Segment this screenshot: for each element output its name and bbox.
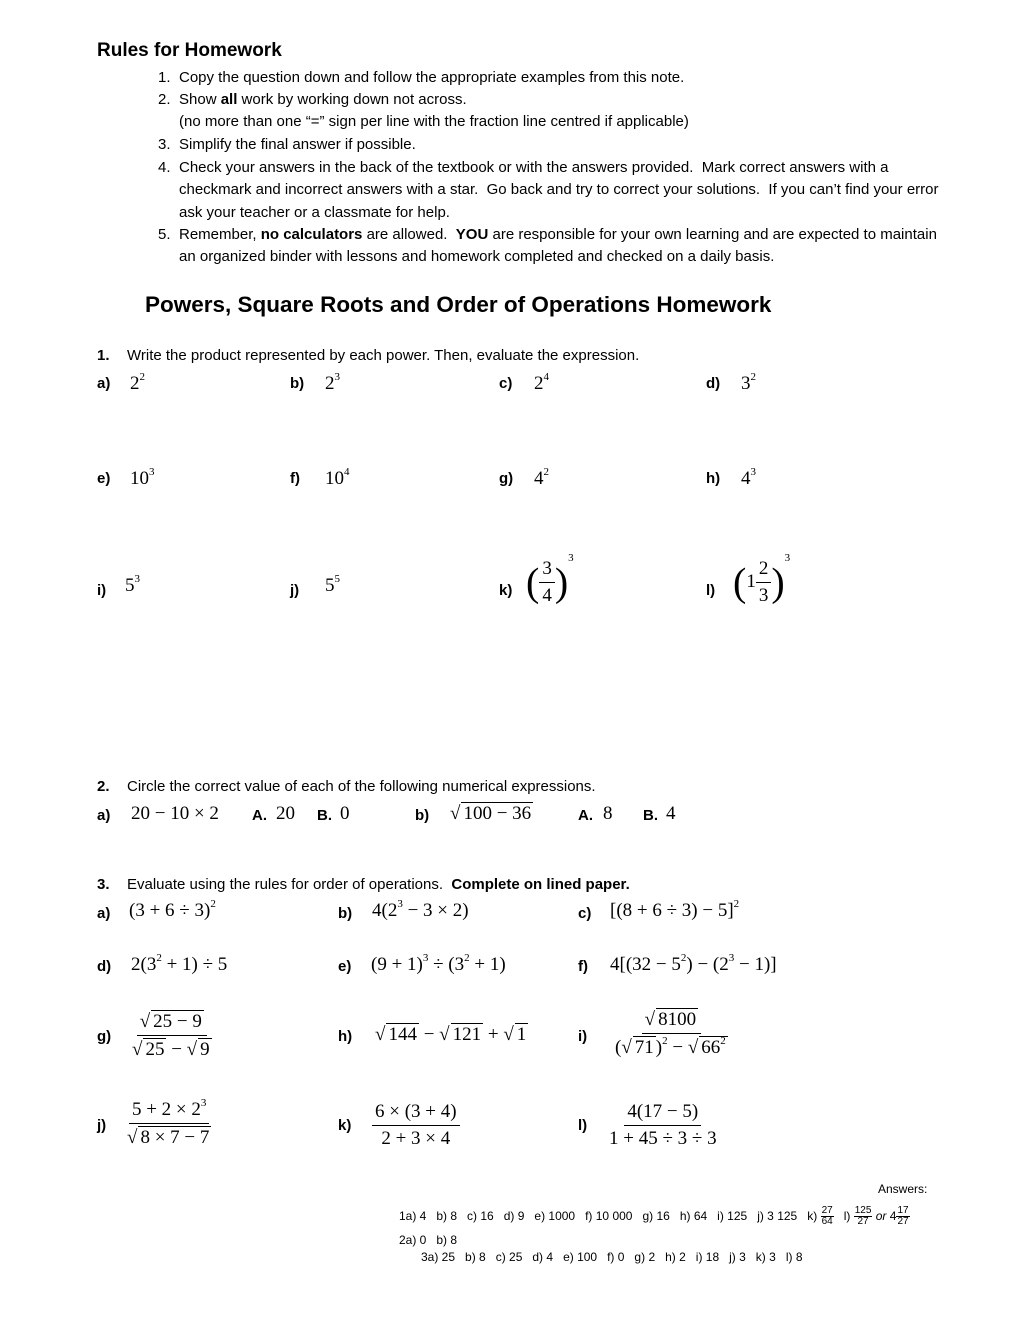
- q1-item-expression: $3^2$: [741, 371, 756, 394]
- q3e-label: e): [338, 958, 352, 975]
- q1-item-expression: $2^4$: [534, 371, 549, 394]
- rule-item: [158, 134, 948, 156]
- q2a-label: a): [97, 807, 111, 824]
- rule-item: [158, 67, 948, 89]
- q3f-expression: $4[(32 - 5^2) - (2^3 - 1)]$: [610, 952, 777, 975]
- q3i-label: i): [578, 1028, 588, 1045]
- rule-number: 5.: [158, 226, 171, 243]
- q1-item-expression: $2^2$: [130, 371, 145, 394]
- answers-line-1: 1a) 4 b) 8 c) 16 d) 9 e) 1000 f) 10 000 g) 16 h) 64 i) 125 j) 3 125 k) 27 64 l) 125 27 or 4 17 27: [399, 1204, 909, 1227]
- rule-item: [158, 157, 948, 224]
- q3l-label: l): [578, 1117, 588, 1134]
- q1-item-label: a): [97, 375, 111, 392]
- rule-text: Copy the question down and follow the appropriate examples from this note.: [179, 69, 685, 86]
- q2a-option-a-value[interactable]: 20: [276, 803, 295, 824]
- q1-item-expression: $10^4$: [325, 466, 350, 489]
- q3f-label: f): [578, 958, 588, 975]
- q1-item-label: b): [290, 375, 305, 392]
- q3-instructions: Evaluate using the rules for order of operations. Complete on lined paper.: [127, 876, 630, 893]
- q1-item-label: e): [97, 470, 111, 487]
- q2a-expression: 20 − 10 × 2: [131, 803, 219, 824]
- rule-item: [158, 89, 948, 134]
- q1-item-expression: $4^2$: [534, 466, 549, 489]
- answers-line-2: 2a) 0 b) 8: [399, 1233, 458, 1247]
- q1-item-label: j): [290, 582, 300, 599]
- q2b-expression: √ 100 − 36: [450, 803, 532, 824]
- q2a-option-b-value[interactable]: 0: [340, 803, 350, 824]
- q1-instructions: Write the product represented by each power. Then, evaluate the expression.: [127, 347, 640, 364]
- q2b-option-a-value[interactable]: 8: [603, 803, 613, 824]
- q3k-label: k): [338, 1117, 352, 1134]
- q1-item-expression: $5^5$: [325, 573, 340, 596]
- q3l-expression: $\frac{4(17 - 5)}{1 + 45 \div 3 \div 3}$: [609, 1101, 717, 1149]
- q1-item-label: k): [499, 582, 513, 599]
- answers-title: Answers:: [878, 1182, 928, 1196]
- q3a-label: a): [97, 905, 111, 922]
- rule-number: 3.: [158, 136, 171, 153]
- q1-item-label: g): [499, 470, 514, 487]
- rule-text: Check your answers in the back of the textbook or with the answers provided. Mark correct answers with a checkmark and incorrect answers with a star. Go back and try to correct your solutions. If you can’t find your error ask your teacher or a classmate for help.: [179, 159, 939, 221]
- q3b-label: b): [338, 905, 353, 922]
- q1-item-expression: $4^3$: [741, 466, 756, 489]
- answers-line-3: 3a) 25 b) 8 c) 25 d) 4 e) 100 f) 0 g) 2 h) 2 i) 18 j) 3 k) 3 l) 8: [421, 1250, 803, 1264]
- q3a-expression: $(3 + 6 \div 3)^2$: [129, 898, 216, 921]
- rule-number: 1.: [158, 69, 171, 86]
- q1-item-expression: (1 $\frac{2}{3}$ )$^3$: [733, 552, 791, 607]
- q1-number: 1.: [97, 347, 110, 364]
- q3d-expression: $2(3^2 + 1) \div 5$: [131, 952, 228, 975]
- rule-number: 4.: [158, 159, 171, 176]
- q1-item-label: d): [706, 375, 721, 392]
- rule-text: Simplify the final answer if possible.: [179, 136, 416, 153]
- q3k-expression: $\frac{6 \times (3 + 4)}{2 + 3 \times 4}$: [372, 1101, 460, 1150]
- q1-item-label: i): [97, 582, 107, 599]
- q2-number: 2.: [97, 778, 110, 795]
- rule-text: Remember, no calculators are allowed. YOU are responsible for your own learning and are expected to maintain an organized binder with lessons and homework completed and checked on a daily basis.: [179, 226, 937, 266]
- rules-title: Rules for Homework: [97, 40, 282, 61]
- q3h-label: h): [338, 1028, 353, 1045]
- q3i-expression: $\frac{√ 8100}{(√ 71 )^2 - √ 66^2}$: [615, 1009, 726, 1058]
- q3e-expression: $(9 + 1)^3 \div (3^2 + 1)$: [371, 952, 506, 975]
- q2a-option-b-label[interactable]: B.: [317, 807, 332, 824]
- q3c-label: c): [578, 905, 592, 922]
- q2b-option-b-value[interactable]: 4: [666, 803, 676, 824]
- q3d-label: d): [97, 958, 112, 975]
- q2b-label: b): [415, 807, 430, 824]
- q1-item-expression: $10^3$: [130, 466, 155, 489]
- q1-item-label: c): [499, 375, 513, 392]
- q1-item-label: h): [706, 470, 721, 487]
- q2-instructions: Circle the correct value of each of the following numerical expressions.: [127, 778, 596, 795]
- q3h-expression: √ 144 − √ 121 + √ 1: [375, 1024, 527, 1045]
- rule-text: Show all work by working down not across. (no more than one “=” sign per line with the fraction line centred if applicable): [179, 91, 689, 131]
- q1-item-expression: $2^3$: [325, 371, 340, 394]
- q3j-expression: $\frac{5 + 2 \times 2^3}{√ 8 \times 7 - 7}$: [127, 1097, 210, 1148]
- q3b-expression: $4(2^3 - 3 \times 2)$: [372, 898, 469, 921]
- q3g-expression: $\frac{√ 25 - 9}{√ 25 - √ 9}$: [132, 1011, 210, 1060]
- q3j-label: j): [97, 1117, 107, 1134]
- q2a-option-a-label[interactable]: A.: [252, 807, 267, 824]
- q1-item-label: l): [706, 582, 716, 599]
- q1-item-expression: ( $\frac{3}{4}$ )$^3$: [526, 552, 574, 607]
- q1-item-label: f): [290, 470, 300, 487]
- rule-number: 2.: [158, 91, 171, 108]
- q2b-option-b-label[interactable]: B.: [643, 807, 658, 824]
- q1-item-expression: $5^3$: [125, 573, 140, 596]
- q2b-option-a-label[interactable]: A.: [578, 807, 593, 824]
- q3-number: 3.: [97, 876, 110, 893]
- page-title: Powers, Square Roots and Order of Operations Homework: [145, 292, 772, 317]
- q3c-expression: $[(8 + 6 \div 3) - 5]^2$: [610, 898, 740, 921]
- q3g-label: g): [97, 1028, 112, 1045]
- rule-item: [158, 224, 948, 269]
